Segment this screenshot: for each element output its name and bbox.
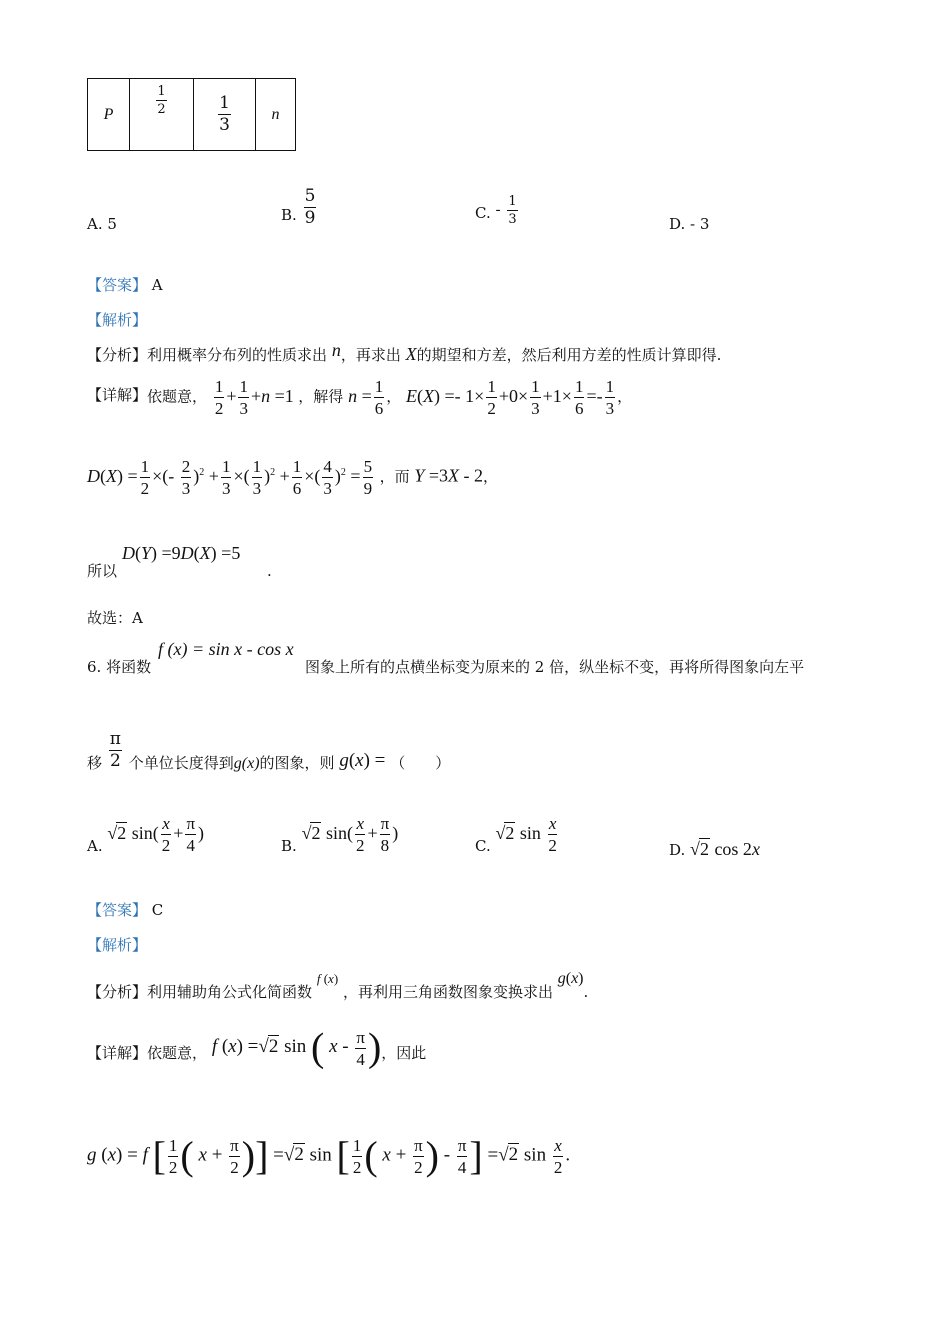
option-d: D. - 3 [669, 215, 710, 233]
detail-line-3-end: . [267, 562, 272, 580]
q6-analysis-summary: 【分析】利用辅助角公式化简函数 f (x) ，再利用三角函数图象变换求出 g(x). [87, 970, 589, 1001]
equation-dy: D(Y) =9D(X) =5 [122, 543, 241, 563]
equation-y: Y =3X - 2 [414, 465, 484, 486]
table-cell-p3: n [256, 79, 296, 151]
analysis-summary: 【分析】利用概率分布列的性质求出 n，再求出 X的期望和方差，然后利用方差的性质计算即得. [87, 340, 722, 364]
choice-line: 故选：A [87, 609, 143, 627]
q6-option-b: B. √2 sin( $\frac{x}{2}$ + $\frac{\pi}{8}$ ) [281, 814, 399, 855]
table-cell-label: P [88, 79, 130, 151]
option-c: C. - $\frac{1}{3}$ [475, 194, 517, 227]
detail-line-3-label: 所以 [87, 562, 118, 580]
distribution-table [87, 78, 296, 151]
q6-stem-start: 6. 将函数 [87, 658, 152, 676]
answer-line: 【答案】 A [87, 276, 163, 294]
q6-stem-line2: 移 $\frac{\pi}{2}$ 个单位长度得到g(x)的图象，则 g(x) = （ ） [87, 729, 451, 772]
q6-answer-line: 【答案】 C [87, 901, 164, 919]
analysis-heading: 【解析】 [87, 311, 148, 329]
table-cell-p2: $\frac{1}{3}$ [194, 79, 256, 151]
q6-detail-line-1: 【详解】依题意， f (x) =√2 sin ( x - $\frac{\pi}{4}$ )，因此 [87, 1025, 427, 1070]
equation-variance: D(X) = $\frac{1}{2}$ ×(- $\frac{2}{3}$ )$^2$ + $\frac{1}{3}$ ×( $\frac{1}{3}$ )$^2$ + $\frac{1}{6}$ ×( $\frac{4}{3}$ )$^2$ = $\frac{5}{9}$ [87, 457, 373, 498]
q6-option-a: A. √2 sin( $\frac{x}{2}$ + $\frac{\pi}{4}$ ) [87, 814, 205, 855]
q6-stem-cont: 图象上所有的点横坐标变为原来的 2 倍，纵坐标不变，再将所得图象向左平 [305, 658, 805, 676]
option-b: B. $\frac{5}{9}$ [281, 186, 316, 228]
table-cell-p1: $\frac{1}{2}$ [130, 79, 194, 151]
detail-line-1: 【详解】依题意， $\frac{1}{2}$ + $\frac{1}{3}$ +n =1 ，解得 n = $\frac{1}{6}$ ， E(X) =- 1× $\frac{1}{2}$ +0× $\frac{1}{3}$ +1× $\frac{1}{6}$ =- $\frac{1}{3}$ ， [87, 377, 633, 418]
q6-option-c: C. √2 sin $\frac{x}{2}$ [475, 814, 557, 855]
equation-n: n = $\frac{1}{6}$ [348, 377, 384, 418]
q6-analysis-heading: 【解析】 [87, 936, 148, 954]
q6-option-d: D. √2 cos 2x [669, 839, 760, 859]
equation-expectation: E(X) =- 1× $\frac{1}{2}$ +0× $\frac{1}{3}$ +1× $\frac{1}{6}$ =- $\frac{1}{3}$ [406, 377, 615, 418]
q6-equation-g: g (x) = f [ $\frac{1}{2}$ ( x + $\frac{\pi}{2}$ )] =√2 sin [ $\frac{1}{2}$ ( x + $\frac{\pi}{2}$ ) - $\frac{\pi}{4}$ ] =√2 sin $\frac{x}{2}$ . [87, 1133, 571, 1178]
q6-function: f (x) = sin x - cos x [158, 639, 294, 659]
equation-sum: $\frac{1}{2}$ + $\frac{1}{3}$ +n =1 [214, 377, 299, 418]
q6-equation-f: f (x) =√2 sin ( x - $\frac{\pi}{4}$ ) [211, 1025, 382, 1070]
detail-line-2: D(X) = $\frac{1}{2}$ ×(- $\frac{2}{3}$ )$^2$ + $\frac{1}{3}$ ×( $\frac{1}{3}$ )$^2$ + $\frac{1}{6}$ ×( $\frac{4}{3}$ )$^2$ = $\frac{5}{9}$ ，而 Y =3X - 2， [87, 457, 499, 498]
option-a: A. 5 [87, 215, 117, 233]
